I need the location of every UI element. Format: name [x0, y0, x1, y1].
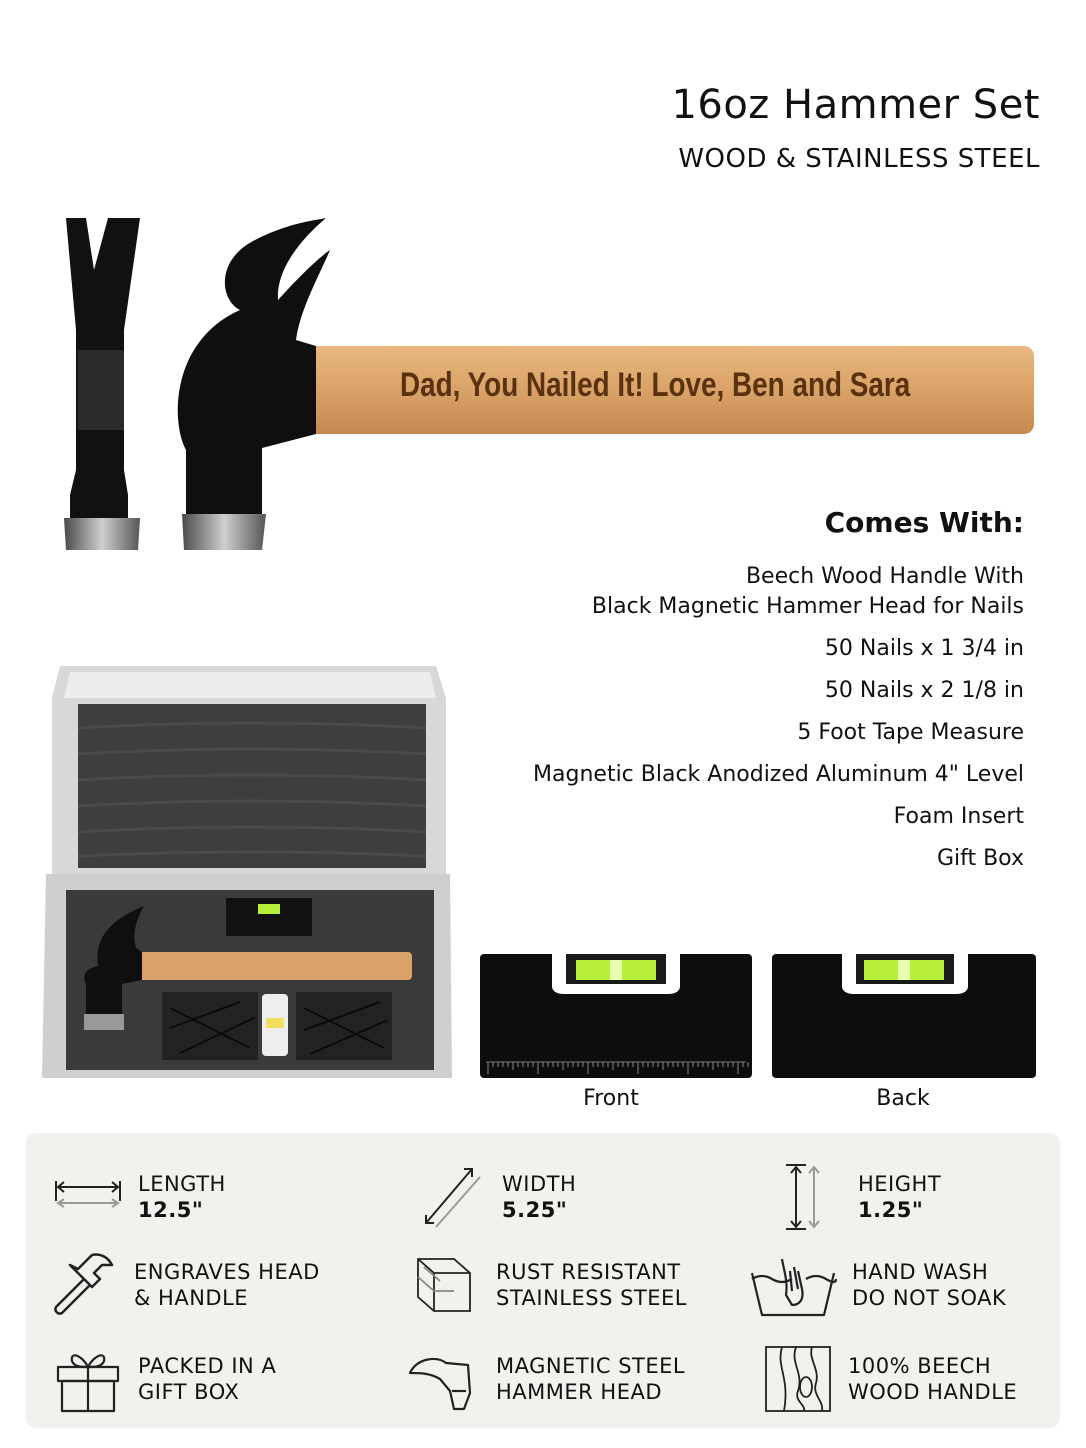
hammer-head-side-view [64, 218, 140, 550]
list-item: 5 Foot Tape Measure [797, 720, 1024, 745]
length-arrows-icon [52, 1161, 124, 1233]
feature-hand-wash [748, 1249, 1006, 1321]
product-subtitle: WOOD & STAINLESS STEEL [678, 144, 1040, 174]
feature-label: 100% BEECH [848, 1354, 992, 1378]
product-title: 16oz Hammer Set [671, 82, 1040, 128]
feature-value: STAINLESS STEEL [496, 1286, 687, 1310]
comes-with-list [533, 562, 1024, 886]
feature-magnetic-head [406, 1343, 685, 1415]
feature-label: MAGNETIC STEEL [496, 1354, 686, 1378]
list-item: Magnetic Black Anodized Aluminum 4" Level [533, 762, 1024, 787]
list-item: Gift Box [936, 846, 1024, 871]
wood-grain-icon [762, 1343, 834, 1415]
feature-width [416, 1161, 576, 1233]
feature-length [52, 1161, 226, 1233]
list-item: 50 Nails x 2 1/8 in [824, 678, 1024, 703]
hand-wash-icon [748, 1249, 838, 1321]
level-back-image [770, 952, 1038, 1082]
feature-value: HAMMER HEAD [496, 1380, 663, 1404]
feature-value: WOOD HANDLE [848, 1380, 1018, 1404]
gift-box-image [40, 658, 460, 1083]
steel-sheets-icon [410, 1249, 482, 1321]
feature-value: & HANDLE [134, 1286, 249, 1310]
feature-value: 5.25" [502, 1198, 568, 1222]
level-front-image [478, 952, 754, 1082]
feature-label: ENGRAVES HEAD [134, 1260, 320, 1284]
hammer-icon [48, 1249, 120, 1321]
list-item [533, 562, 1024, 622]
feature-value: 1.25" [858, 1198, 924, 1222]
features-panel [26, 1133, 1060, 1428]
feature-label: HEIGHT [858, 1172, 942, 1196]
height-arrows-icon [772, 1161, 844, 1233]
feature-label: PACKED IN A [138, 1354, 277, 1378]
list-item: 50 Nails x 1 3/4 in [824, 636, 1024, 661]
gift-box-icon [52, 1343, 124, 1415]
feature-rust-resistant [410, 1249, 687, 1321]
list-item-line: Beech Wood Handle With [745, 564, 1024, 589]
feature-value: DO NOT SOAK [852, 1286, 1007, 1310]
feature-label: HAND WASH [852, 1260, 989, 1284]
feature-value: GIFT BOX [138, 1380, 240, 1404]
feature-label: RUST RESISTANT [496, 1260, 681, 1284]
hammer-head-icon [406, 1343, 482, 1415]
feature-gift-box [52, 1343, 276, 1415]
level-front-caption: Front [583, 1086, 639, 1111]
list-item-line: Black Magnetic Hammer Head for Nails [591, 594, 1024, 619]
feature-engraves [48, 1249, 320, 1321]
comes-with-heading: Comes With: [824, 506, 1024, 539]
feature-label: WIDTH [502, 1172, 577, 1196]
level-back-caption: Back [876, 1086, 930, 1111]
hammer-engraving-text: Dad, You Nailed It! Love, Ben and Sara [400, 366, 911, 404]
width-arrows-icon [416, 1161, 488, 1233]
feature-value: 12.5" [138, 1198, 204, 1222]
feature-beech-handle [762, 1343, 1017, 1415]
list-item: Foam Insert [893, 804, 1024, 829]
feature-height [772, 1161, 941, 1233]
feature-label: LENGTH [138, 1172, 226, 1196]
